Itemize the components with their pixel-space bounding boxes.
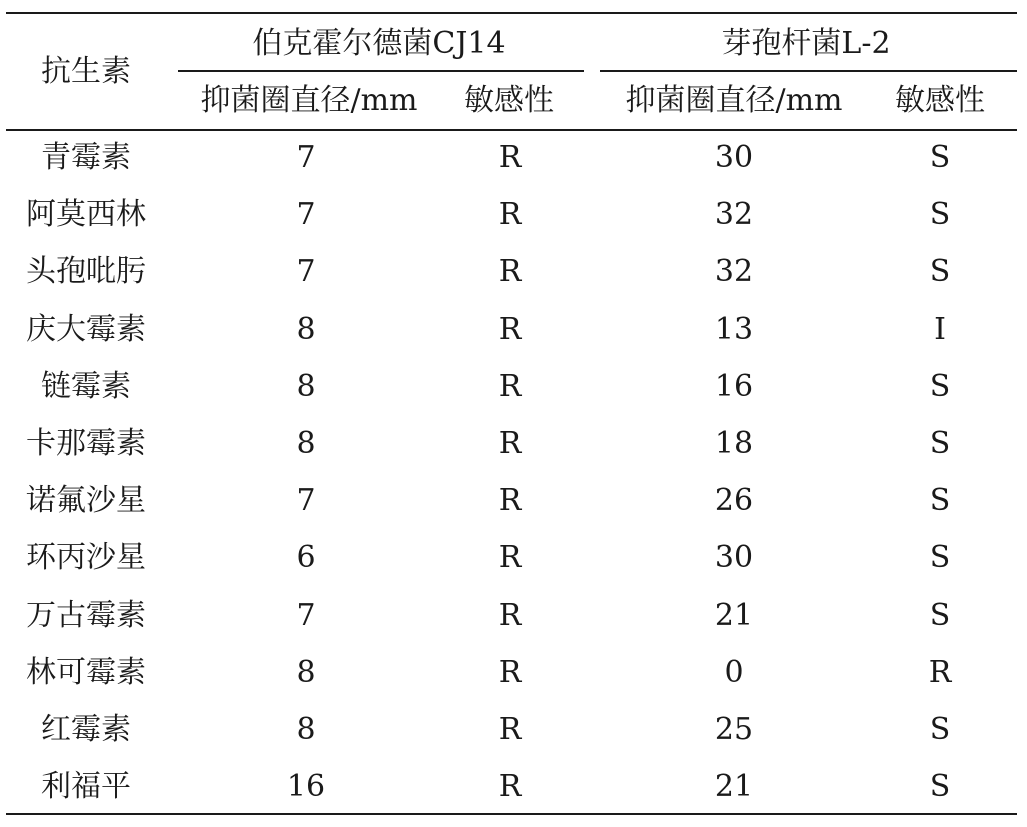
sensitivity-l2: S bbox=[929, 197, 951, 233]
group1-underline bbox=[178, 70, 584, 72]
sensitivity-cj14: R bbox=[498, 254, 522, 290]
sensitivity-cj14: R bbox=[498, 654, 522, 690]
antibiotic-name: 红霉素 bbox=[41, 712, 131, 747]
header-sensitivity-1: 敏感性 bbox=[464, 83, 554, 118]
header-zone-2: 抑菌圈直径/mm bbox=[625, 83, 843, 118]
header-zone-1: 抑菌圈直径/mm bbox=[200, 83, 418, 118]
antibiotic-name: 阿莫西林 bbox=[26, 197, 146, 233]
top-rule bbox=[6, 12, 1017, 14]
zone-diameter-l2: 21 bbox=[714, 597, 754, 633]
zone-diameter-l2: 21 bbox=[714, 769, 754, 805]
sensitivity-l2: R bbox=[928, 654, 952, 690]
sensitivity-l2: S bbox=[929, 712, 951, 747]
zone-diameter-l2: 30 bbox=[714, 540, 754, 576]
zone-diameter-cj14: 7 bbox=[296, 197, 316, 233]
antibiotic-name: 链霉素 bbox=[41, 368, 131, 404]
sensitivity-l2: S bbox=[929, 769, 951, 805]
zone-diameter-cj14: 8 bbox=[296, 368, 316, 404]
header-bottom-rule bbox=[6, 129, 1017, 131]
sensitivity-cj14: R bbox=[498, 540, 522, 576]
zone-diameter-l2: 25 bbox=[714, 712, 754, 747]
sensitivity-cj14: R bbox=[498, 769, 522, 805]
zone-diameter-cj14: 16 bbox=[286, 769, 326, 805]
antibiotic-name: 庆大霉素 bbox=[26, 311, 146, 347]
antibiotic-name: 林可霉素 bbox=[26, 654, 146, 690]
zone-diameter-l2: 16 bbox=[714, 368, 754, 404]
zone-diameter-cj14: 7 bbox=[296, 483, 316, 519]
sensitivity-cj14: R bbox=[498, 140, 522, 175]
antibiotic-name: 诺氟沙星 bbox=[26, 483, 146, 519]
zone-diameter-l2: 18 bbox=[714, 426, 754, 461]
sensitivity-l2: S bbox=[929, 368, 951, 404]
antibiotic-name: 万古霉素 bbox=[26, 597, 146, 633]
antibiotic-name: 利福平 bbox=[41, 769, 131, 805]
sensitivity-l2: S bbox=[929, 597, 951, 633]
header-group2: 芽孢杆菌L-2 bbox=[721, 26, 891, 61]
zone-diameter-cj14: 7 bbox=[296, 597, 316, 633]
zone-diameter-cj14: 6 bbox=[296, 540, 316, 576]
antibiotic-name: 卡那霉素 bbox=[26, 426, 146, 461]
zone-diameter-cj14: 8 bbox=[296, 426, 316, 461]
zone-diameter-l2: 0 bbox=[724, 654, 744, 690]
header-group1: 伯克霍尔德菌CJ14 bbox=[252, 26, 506, 61]
sensitivity-l2: S bbox=[929, 540, 951, 576]
zone-diameter-l2: 32 bbox=[714, 197, 754, 233]
sensitivity-cj14: R bbox=[498, 368, 522, 404]
sensitivity-cj14: R bbox=[498, 597, 522, 633]
antibiotic-name: 头孢吡肟 bbox=[26, 254, 146, 290]
antibiotic-sensitivity-table bbox=[6, 12, 1017, 815]
group2-underline bbox=[600, 70, 1017, 72]
sensitivity-cj14: R bbox=[498, 712, 522, 747]
antibiotic-name: 环丙沙星 bbox=[26, 540, 146, 576]
zone-diameter-cj14: 7 bbox=[296, 140, 316, 175]
zone-diameter-l2: 30 bbox=[714, 140, 754, 175]
bottom-rule bbox=[6, 813, 1017, 815]
sensitivity-l2: I bbox=[934, 311, 946, 347]
sensitivity-cj14: R bbox=[498, 426, 522, 461]
zone-diameter-l2: 32 bbox=[714, 254, 754, 290]
zone-diameter-cj14: 8 bbox=[296, 712, 316, 747]
sensitivity-l2: S bbox=[929, 483, 951, 519]
sensitivity-l2: S bbox=[929, 254, 951, 290]
zone-diameter-l2: 26 bbox=[714, 483, 754, 519]
zone-diameter-cj14: 8 bbox=[296, 654, 316, 690]
antibiotic-name: 青霉素 bbox=[41, 140, 131, 175]
sensitivity-cj14: R bbox=[498, 483, 522, 519]
header-sensitivity-2: 敏感性 bbox=[895, 83, 985, 118]
zone-diameter-cj14: 8 bbox=[296, 311, 316, 347]
sensitivity-cj14: R bbox=[498, 197, 522, 233]
header-antibiotic: 抗生素 bbox=[41, 54, 131, 89]
sensitivity-cj14: R bbox=[498, 311, 522, 347]
zone-diameter-cj14: 7 bbox=[296, 254, 316, 290]
sensitivity-l2: S bbox=[929, 140, 951, 175]
sensitivity-l2: S bbox=[929, 426, 951, 461]
zone-diameter-l2: 13 bbox=[714, 311, 754, 347]
